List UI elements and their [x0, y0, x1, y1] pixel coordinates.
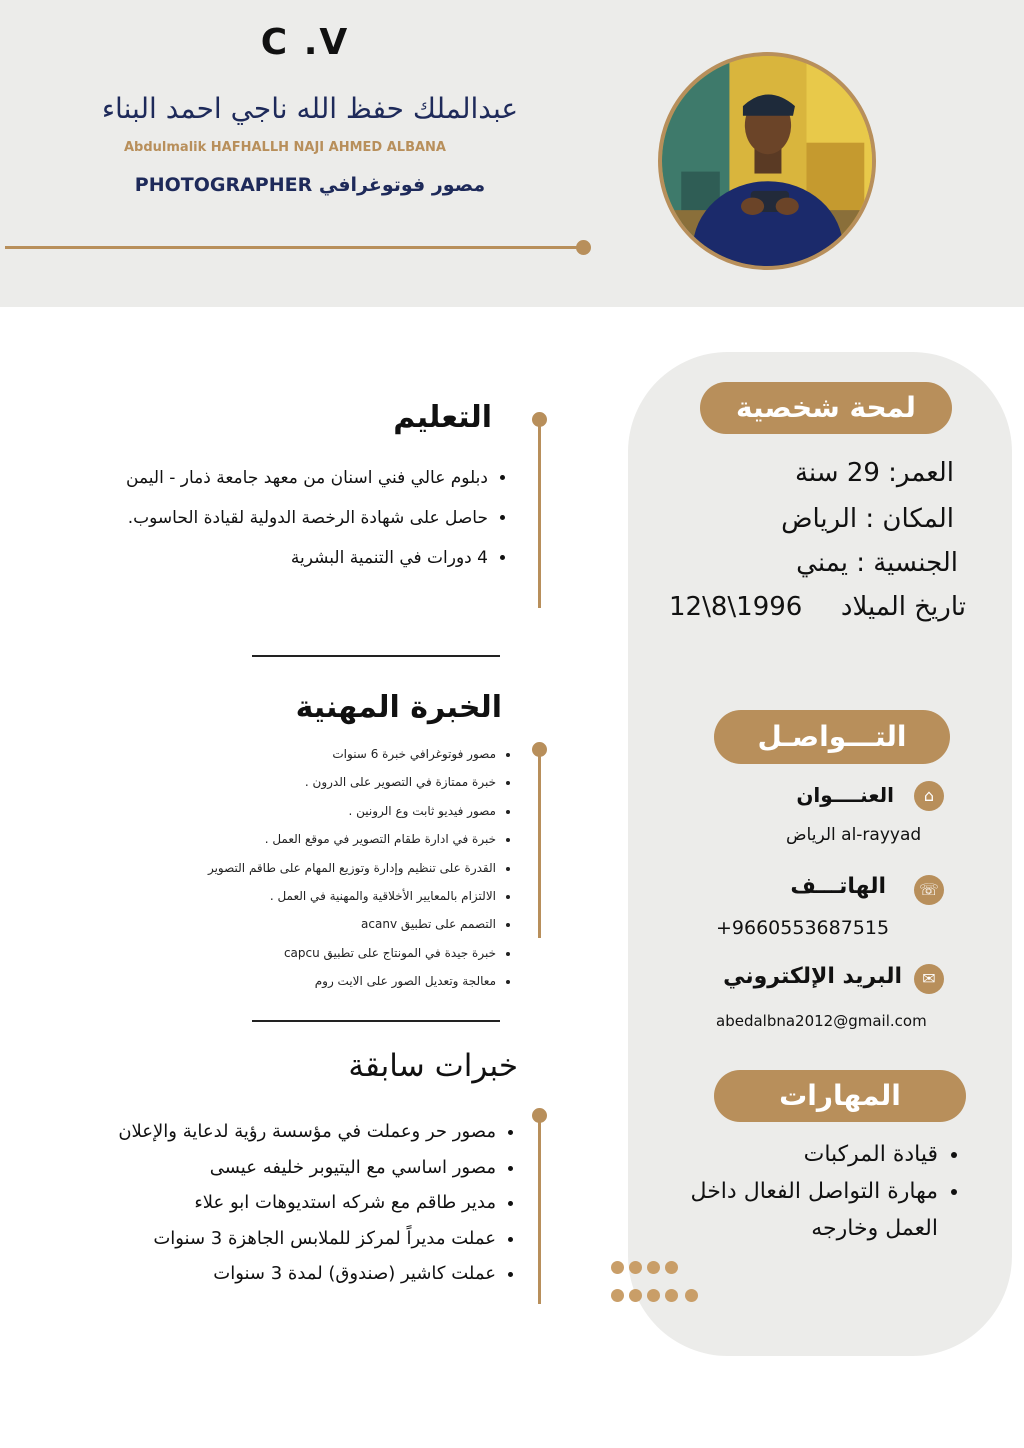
- birth-date: 12\8\1996: [669, 592, 803, 622]
- education-item: • دبلوم عالي فني اسنان من معهد جامعة ذمار - اليمن: [28, 458, 488, 498]
- experience-item: • خبرة ممتازة في التصوير على الدرون .: [116, 768, 496, 796]
- address-value: الرياض al-rayyad: [786, 825, 922, 845]
- decorative-dot: [629, 1289, 642, 1302]
- info-age: العمر: 29 سنة: [794, 458, 954, 488]
- experience-item: • خبرة جيدة في المونتاج على تطبيق capcu: [116, 939, 496, 967]
- experience-timeline-line: [538, 750, 541, 938]
- education-item: • حاصل على شهادة الرخصة الدولية لقيادة الحاسوب.: [28, 498, 488, 538]
- previous-item: • مصور حر وعملت في مؤسسة رؤية لدعاية والإعلان: [46, 1114, 496, 1150]
- cv-title: C .V: [260, 22, 350, 63]
- phone-label: الهاتـــف: [790, 874, 886, 899]
- decorative-dot: [611, 1261, 624, 1274]
- address-label: العنــــوان: [796, 783, 894, 807]
- header-divider-line: [5, 246, 583, 249]
- home-icon: ⌂: [914, 781, 944, 811]
- info-nationality: الجنسية : يمني: [796, 548, 958, 578]
- profile-photo: [658, 52, 876, 270]
- experience-list: [116, 740, 516, 996]
- experience-item: • خبرة في ادارة طقام التصوير في موقع العمل .: [116, 825, 496, 853]
- experience-heading: الخبرة المهنية: [295, 690, 502, 725]
- skill-item: • مهارة التواصل الفعال داخل العمل وخارجه: [666, 1173, 938, 1247]
- previous-item: • عملت مديراً لمركز للملابس الجاهزة 3 سنوات: [46, 1221, 496, 1257]
- experience-item: • التصمم على تطبيق acanv: [116, 910, 496, 938]
- previous-item: • مدير طاقم مع شركه استديوهات ابو علاء: [46, 1185, 496, 1221]
- mail-icon: ✉: [914, 964, 944, 994]
- decorative-dot: [647, 1289, 660, 1302]
- email-label: البريد الإلكتروني: [723, 964, 902, 989]
- experience-item: • القدرة على تنظيم وإدارة وتوزيع المهام على طاقم التصوير: [116, 854, 496, 882]
- decorative-dot: [665, 1261, 678, 1274]
- name-arabic: عبدالملك حفظ الله ناجي احمد البناء: [101, 92, 519, 125]
- contact-heading: التـــواصـل: [714, 710, 950, 764]
- info-birthdate: [669, 592, 966, 622]
- job-title: مصور فوتوغرافي PHOTOGRAPHER: [134, 174, 486, 196]
- photographer-portrait-image: [662, 56, 872, 266]
- skills-list: [666, 1136, 966, 1247]
- email-link[interactable]: abedalbna2012@gmail.com: [716, 1012, 927, 1030]
- birth-label: تاريخ الميلاد: [840, 592, 966, 622]
- education-timeline-line: [538, 420, 541, 608]
- phone-icon: ☏: [914, 875, 944, 905]
- decorative-dot: [629, 1261, 642, 1274]
- decorative-dot: [685, 1289, 698, 1302]
- previous-timeline-line: [538, 1116, 541, 1304]
- info-place: المكان : الرياض: [781, 504, 954, 534]
- experience-item: • الالتزام بالمعايير الأخلاقية والمهنية في العمل .: [116, 882, 496, 910]
- skills-heading: المهارات: [714, 1070, 966, 1122]
- phone-link[interactable]: +9660553687515: [716, 917, 890, 939]
- previous-item: • عملت كاشير (صندوق) لمدة 3 سنوات: [46, 1256, 496, 1292]
- previous-experience-heading: خبرات سابقة: [348, 1048, 518, 1084]
- education-list: [28, 458, 508, 578]
- experience-item: • مصور فيديو ثابت وع الرونين .: [116, 797, 496, 825]
- section-divider: [252, 1020, 500, 1022]
- experience-item: • معالجة وتعديل الصور على الايت روم: [116, 967, 496, 995]
- profile-heading: لمحة شخصية: [700, 382, 952, 434]
- section-divider: [252, 655, 500, 657]
- education-heading: التعليم: [393, 400, 492, 435]
- skill-item: • قيادة المركبات: [666, 1136, 938, 1173]
- header-divider-dot: [576, 240, 591, 255]
- experience-item: • مصور فوتوغرافي خبرة 6 سنوات: [116, 740, 496, 768]
- decorative-dot: [665, 1289, 678, 1302]
- decorative-dot: [611, 1289, 624, 1302]
- education-item: • 4 دورات في التنمية البشرية: [28, 538, 488, 578]
- previous-item: • مصور اساسي مع اليتيوبر خليفه عيسى: [46, 1150, 496, 1186]
- decorative-dot: [647, 1261, 660, 1274]
- previous-experience-list: [46, 1114, 516, 1292]
- name-english: Abdulmalik HAFHALLH NAJI AHMED ALBANA: [124, 140, 446, 155]
